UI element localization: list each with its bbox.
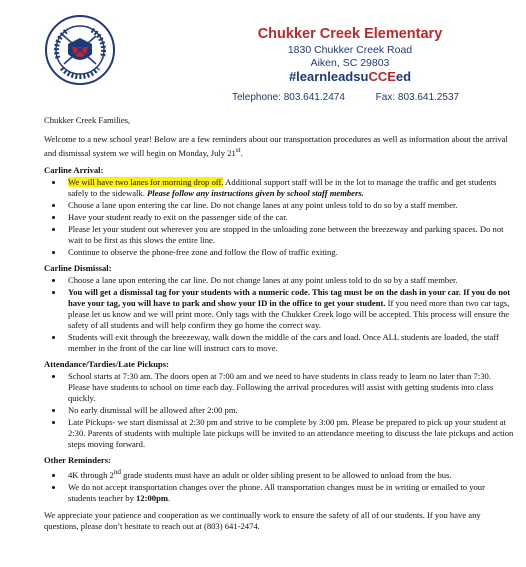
- list-item: • Choose a lane upon entering the car line. Do not change lanes at any point unless told to do so by a staff member.: [64, 200, 514, 211]
- intro-paragraph: Welcome to a new school year! Below are a few reminders about our transportation procedures as well as information about the arrival and dismissal system we will begin on Monday, July 21st.: [44, 134, 508, 158]
- school-seal-logo: [44, 14, 116, 86]
- list-item: • School starts at 7:30 am. The doors open at 7:00 am and we need to have students in class ready to learn no later than 7:30. Please have students to school on time each day. Following the arrival procedures will assist with getting students into class quickly.: [64, 371, 514, 404]
- list-item: • We do not accept transportation changes over the phone. All transportation changes must be in writing or emailed to your students teacher by 12:00pm.: [64, 482, 514, 504]
- arrival-list: [44, 177, 514, 258]
- list-item: • Students will exit through the breezeway, walk down the middle of the cars and load. Once ALL students are loaded, the staff member in the front of the car line will instruct cars to move.: [64, 332, 514, 354]
- other-reminders-heading: Other Reminders:: [44, 454, 111, 465]
- other-reminders-list: [44, 467, 514, 504]
- contact-numbers: [232, 92, 459, 103]
- dismissal-list: [44, 275, 514, 354]
- list-item: • Late Pickups- we start dismissal at 2:30 pm and strive to be complete by 3:00 pm. Please be prepared to pick up your student at 2:30. Parents of students with multiple late pickups will be invited to an attendance meeting to discuss the late pickups and action steps moving forward.: [64, 417, 514, 450]
- school-name: Chukker Creek Elementary: [257, 26, 443, 42]
- attendance-heading: Attendance/Tardies/Late Pickups:: [44, 358, 170, 369]
- list-item: • No early dismissal will be allowed after 2:00 pm.: [64, 405, 514, 416]
- list-item: • Choose a lane upon entering the car line. Do not change lanes at any point unless told to do so by a staff member.: [64, 275, 514, 286]
- greeting: Chukker Creek Families,: [44, 115, 131, 125]
- list-item: • Continue to observe the phone-free zone and follow the flow of traffic exiting.: [64, 247, 514, 258]
- fax: Fax: 803.641.2537: [375, 92, 460, 103]
- arrival-heading: Carline Arrival:: [44, 164, 104, 175]
- address-street: 1830 Chukker Creek Road: [287, 44, 413, 56]
- list-item: • Have your student ready to exit on the passenger side of the car.: [64, 212, 514, 223]
- list-item: • Please let your student out wherever you are stopped in the unloading zone between the breezeway and parking spaces. Do not wait to be first as this slows the entire line.: [64, 224, 514, 246]
- list-item: • 4K through 2nd grade students must have an adult or older sibling present to be allowed to unload from the bus.: [64, 467, 514, 481]
- letter-body: [44, 115, 514, 538]
- telephone: Telephone: 803.641.2474: [232, 92, 345, 103]
- school-hashtag: #learnleadsuCCEed: [288, 69, 412, 84]
- list-item: • You will get a dismissal tag for your students with a numeric code. This tag must be on the dash in your car. If you do not have your tag, you will have to park and show your ID in the office to get your student. If you need more than two car tags, please let us know and we will print more. Only tags with the Chukker Creek logo will be accepted. This process will ensure the safety of all students and will help confirm they go home the correct way.: [64, 287, 514, 331]
- letterhead: [0, 0, 526, 108]
- closing-paragraph: We appreciate your patience and cooperation as we continually work to ensure the safety of all of our students. If you have any questions, please don’t hesitate to reach out at (803) 641-2474.: [44, 509, 481, 531]
- list-item: • We will have two lanes for morning drop off. Additional support staff will be in the lot to manage the traffic and get students safely to the sidewalk. Please follow any instructions given by school staff members.: [64, 177, 514, 199]
- attendance-list: [44, 371, 514, 450]
- dismissal-heading: Carline Dismissal:: [44, 262, 112, 273]
- address-city: Aiken, SC 29803: [310, 57, 390, 69]
